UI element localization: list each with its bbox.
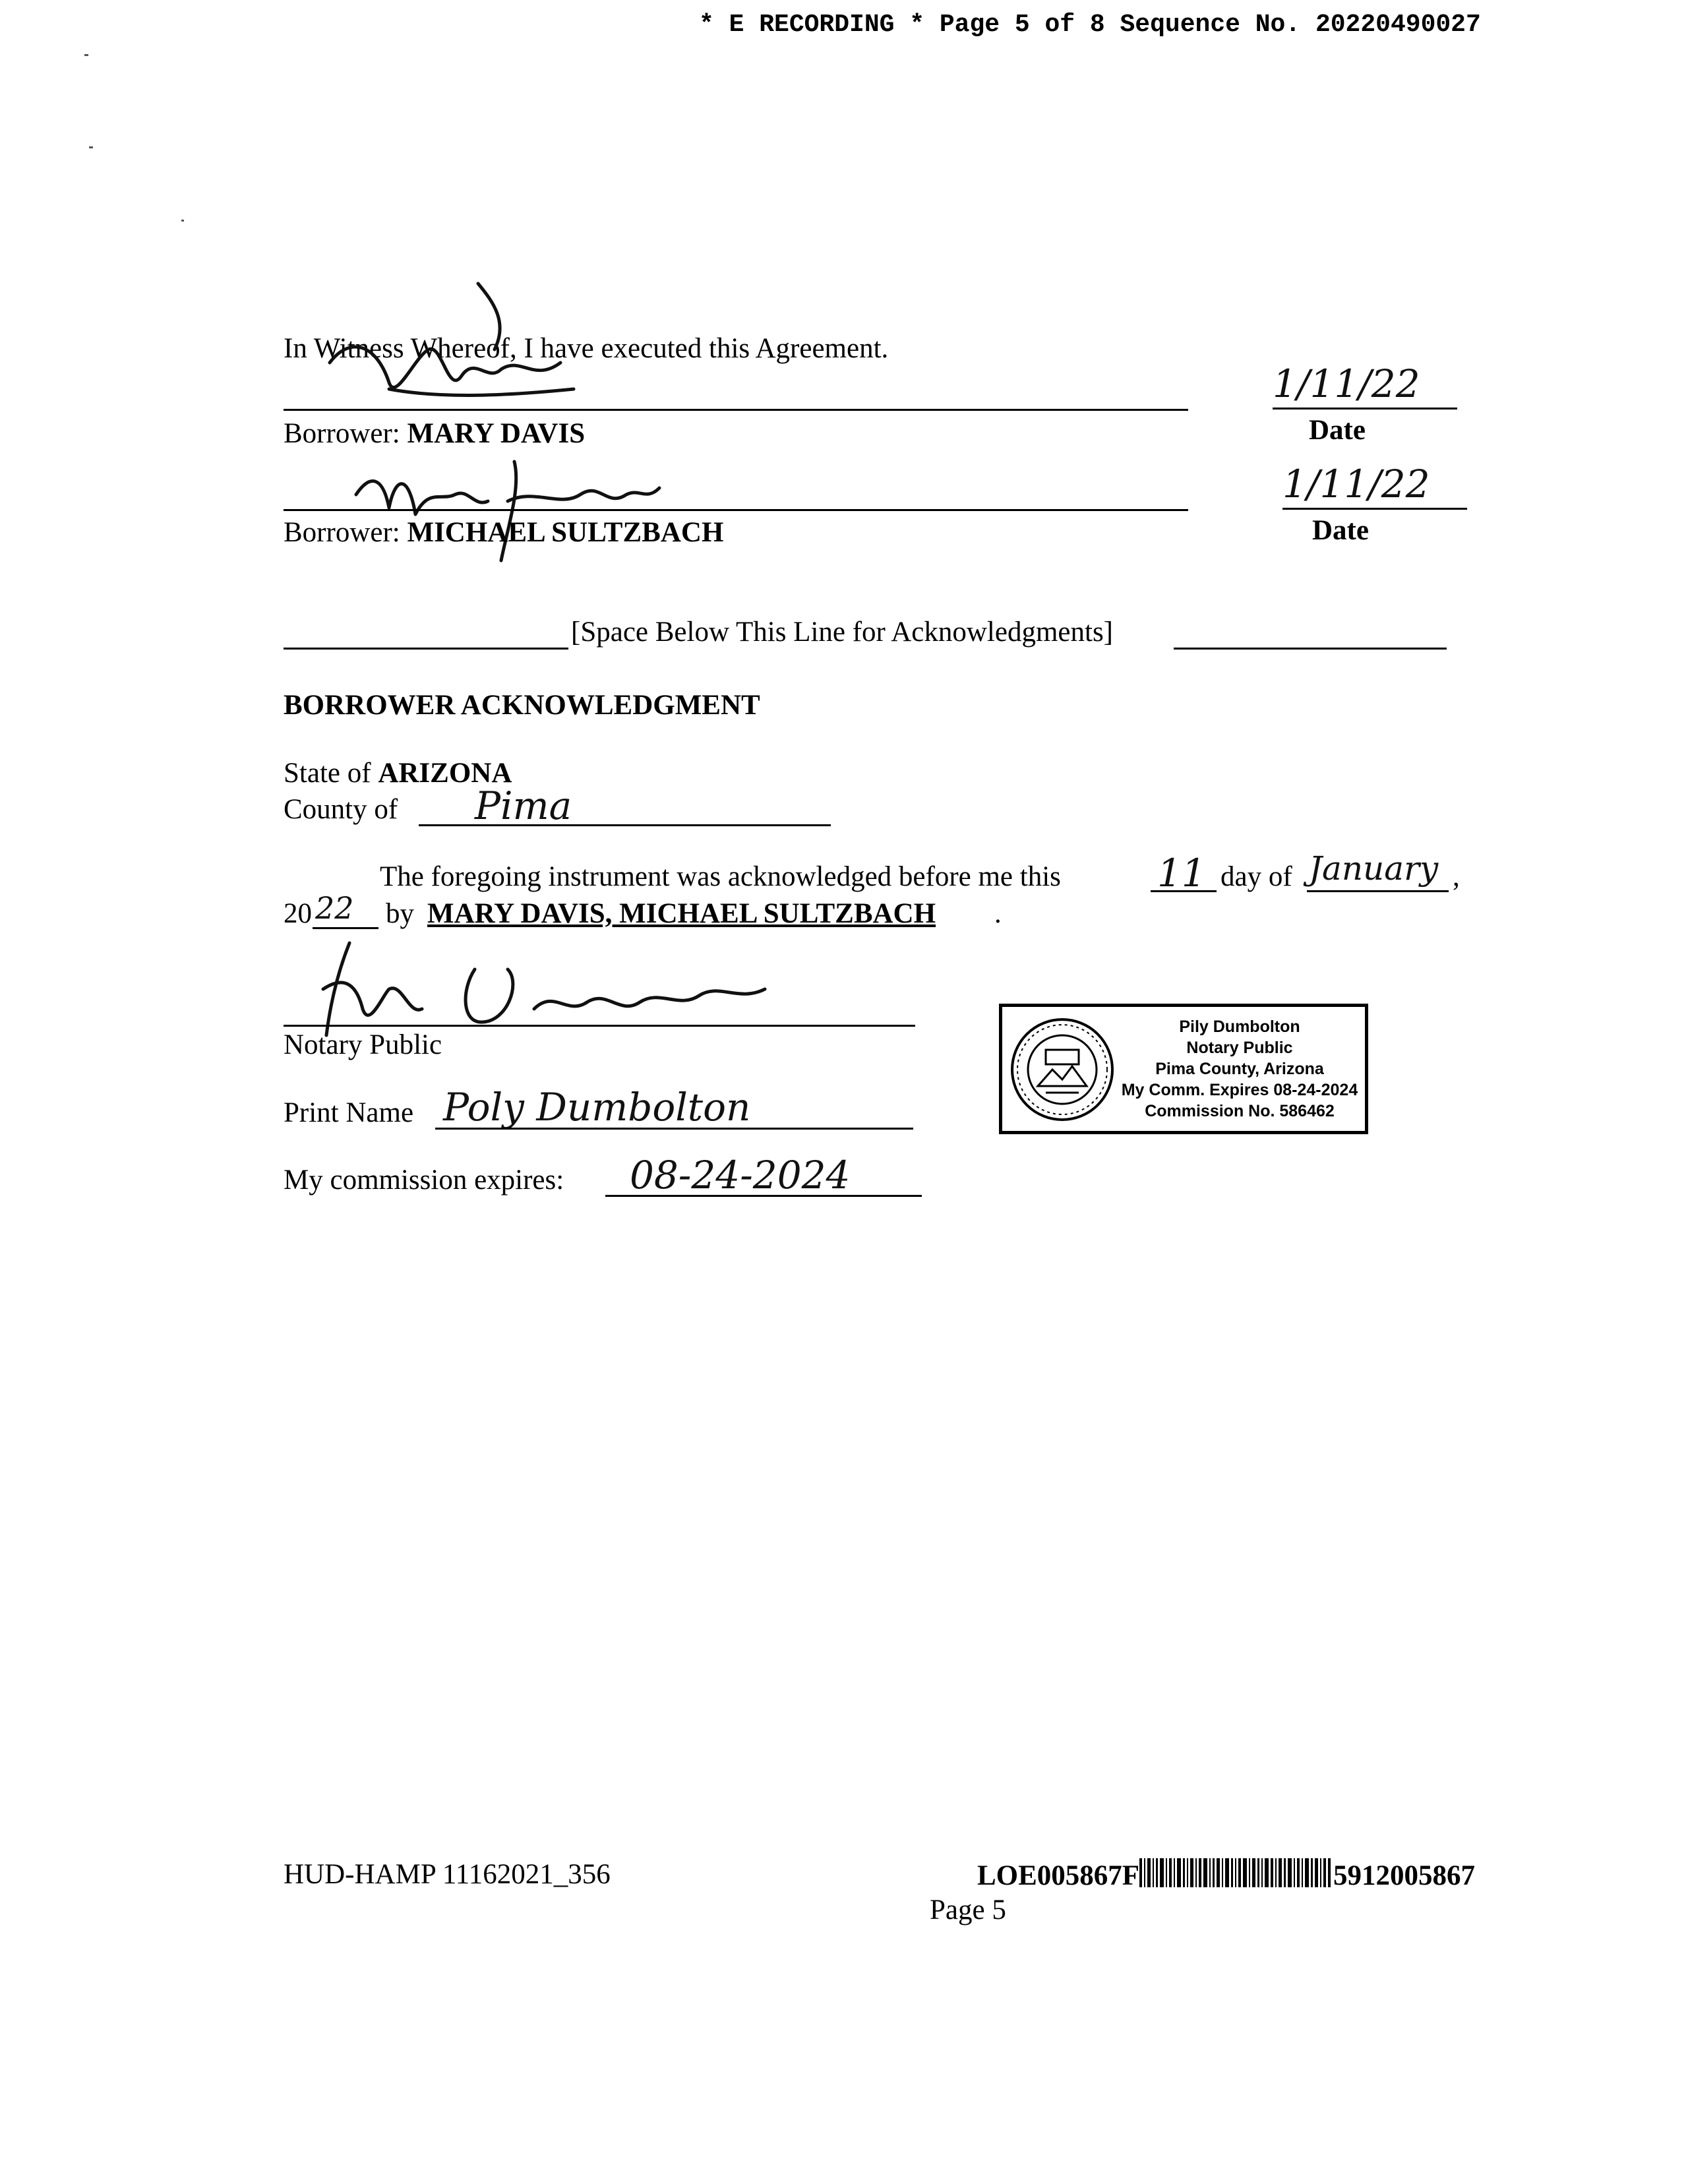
stamp-line: Pily Dumbolton: [1179, 1017, 1300, 1036]
borrower-prefix: Borrower:: [284, 517, 400, 548]
date-label: Date: [1312, 515, 1369, 546]
loan-code: LOE005867F: [977, 1860, 1140, 1891]
acknowledging-parties: MARY DAVIS, MICHAEL SULTZBACH: [427, 898, 936, 929]
period: .: [994, 898, 1002, 929]
stamp-line: Notary Public: [1186, 1039, 1293, 1057]
scan-speck: [84, 54, 88, 56]
divider-rule-left: [284, 648, 568, 650]
year-line: [313, 927, 378, 929]
borrower-name: MICHAEL SULTZBACH: [407, 517, 724, 548]
stamp-text: [1114, 1016, 1365, 1122]
commission-label: My commission expires:: [284, 1165, 564, 1196]
scan-speck: [89, 146, 93, 148]
acknowledgment-text-1: The foregoing instrument was acknowledged before me this: [380, 861, 1061, 892]
acknowledgment-text-2: day of: [1221, 861, 1292, 892]
borrower-label: [284, 516, 723, 549]
print-name-label: Print Name: [284, 1097, 414, 1128]
notary-title: Notary Public: [284, 1029, 442, 1060]
year-prefix: 20: [284, 898, 312, 929]
borrower-signature-michael-sultzbach: [343, 448, 712, 567]
month-handwritten: January: [1309, 849, 1439, 888]
commission-handwritten: 08-24-2024: [630, 1153, 851, 1198]
date-label: Date: [1309, 415, 1366, 446]
signature-line: [284, 409, 1188, 411]
borrower-name: MARY DAVIS: [407, 418, 586, 449]
page-number: Page 5: [930, 1895, 1006, 1926]
date-line: [1273, 408, 1457, 410]
print-name-handwritten: Poly Dumbolton: [443, 1085, 751, 1130]
acknowledgment-divider: [Space Below This Line for Acknowledgments]: [571, 617, 1113, 648]
comma: ,: [1453, 861, 1460, 892]
date-line: [1282, 508, 1467, 510]
notary-signature-line: [284, 1025, 915, 1027]
barcode-number: 5912005867: [1333, 1860, 1475, 1891]
scan-speck: [181, 220, 184, 222]
witness-statement: In Witness Whereof, I have executed this Agreement.: [284, 333, 889, 364]
county-line: [419, 824, 831, 826]
acknowledgment-heading: BORROWER ACKNOWLEDGMENT: [284, 690, 760, 721]
divider-rule-right: [1174, 648, 1447, 650]
month-line: [1307, 890, 1449, 892]
stamp-line: Commission No. 586462: [1145, 1102, 1335, 1120]
county-handwritten: Pima: [475, 783, 572, 828]
barcode-icon: [1139, 1858, 1331, 1887]
state-value: ARIZONA: [378, 758, 512, 789]
handwritten-date: 1/11/22: [1282, 462, 1430, 506]
handwritten-date: 1/11/22: [1273, 361, 1420, 406]
year-handwritten: 22: [315, 890, 354, 926]
county-label: County of: [284, 794, 398, 825]
borrower-prefix: Borrower:: [284, 418, 400, 449]
state-label: State of: [284, 758, 371, 789]
form-id: HUD-HAMP 11162021_356: [284, 1859, 611, 1890]
borrower-label: [284, 417, 585, 450]
recording-header: * E RECORDING * Page 5 of 8 Sequence No. 20220490027: [699, 11, 1481, 39]
arizona-seal-icon: [1006, 1014, 1118, 1126]
print-name-line: [435, 1128, 913, 1130]
stamp-line: My Comm. Expires 08-24-2024: [1121, 1081, 1358, 1099]
by-text: by: [386, 898, 414, 929]
signature-line: [284, 509, 1188, 511]
notary-stamp: [999, 1004, 1368, 1134]
stamp-line: Pima County, Arizona: [1155, 1060, 1324, 1078]
commission-line: [605, 1195, 922, 1197]
day-handwritten: 11: [1157, 851, 1206, 895]
